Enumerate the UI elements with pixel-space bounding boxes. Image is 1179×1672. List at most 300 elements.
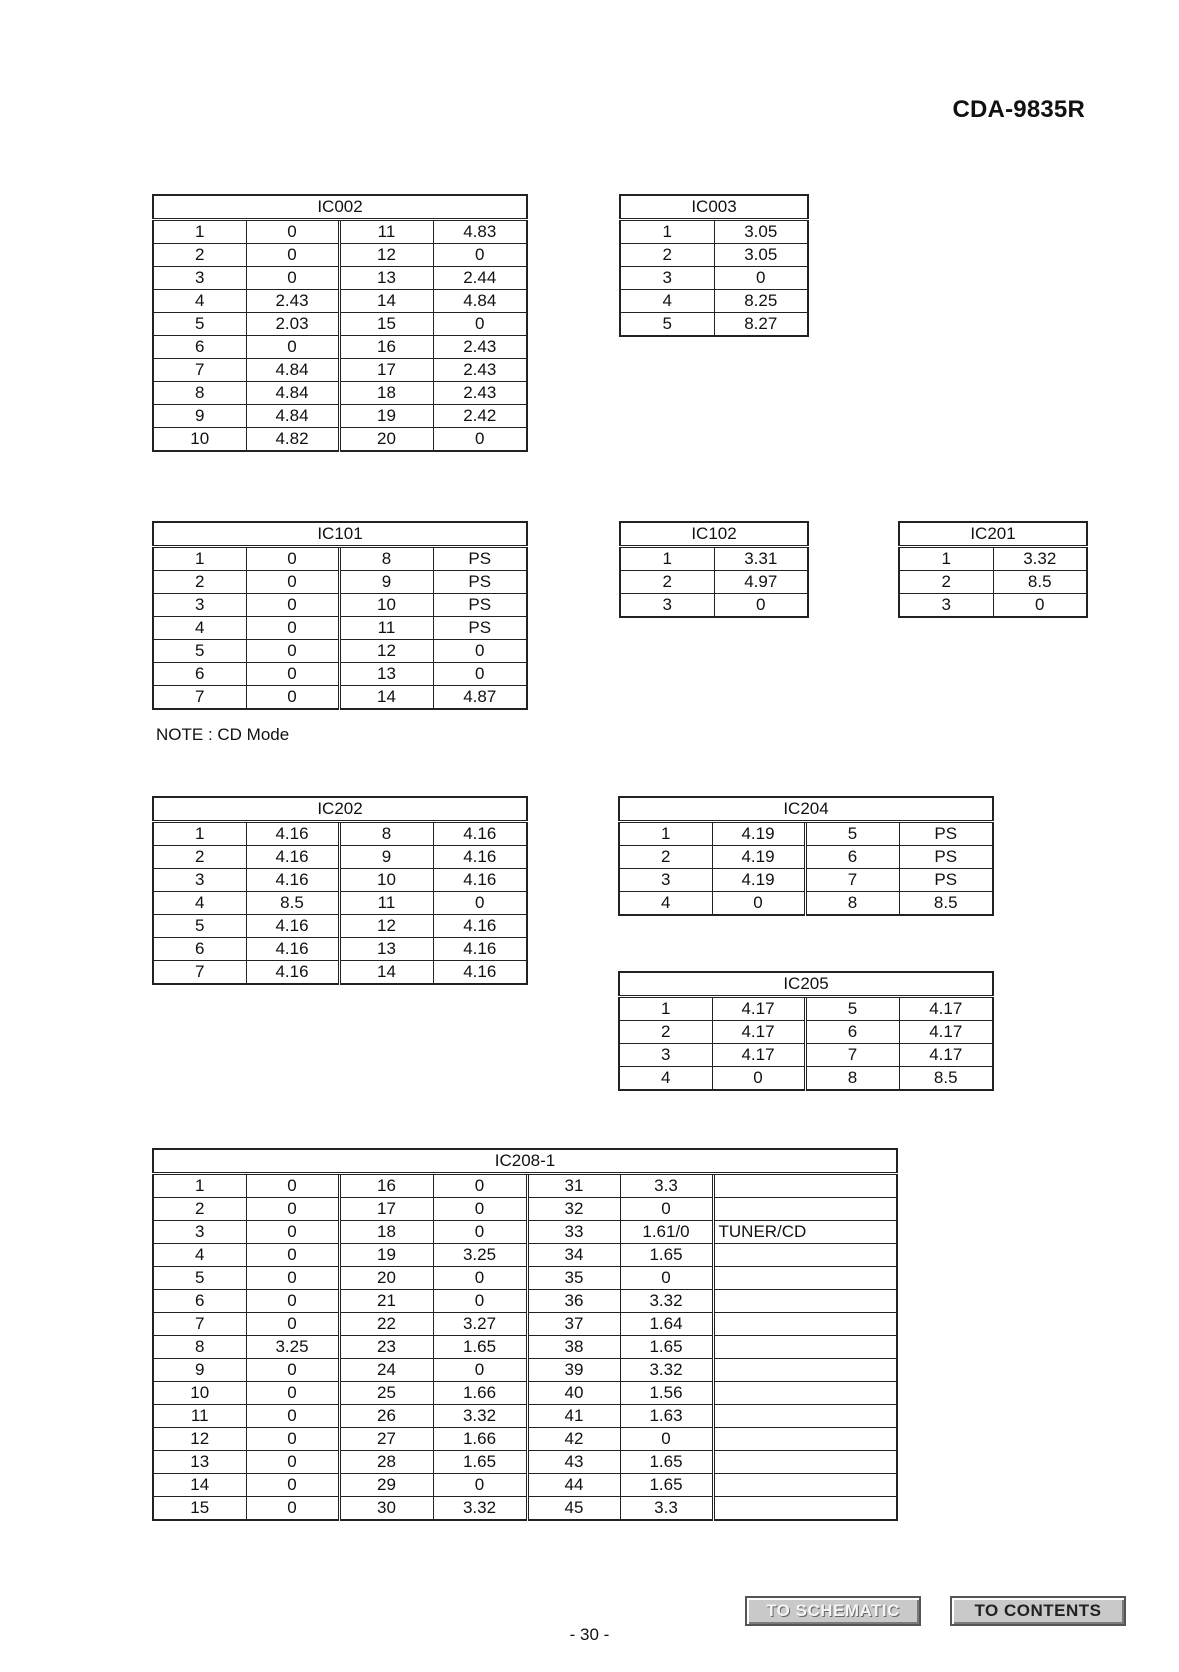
table-row [153, 220, 527, 244]
pin-number-cell: 8 [153, 1336, 246, 1359]
table-row [153, 1359, 897, 1382]
voltage-cell: 0 [246, 336, 339, 359]
pin-number-cell: 44 [527, 1474, 620, 1497]
pin-number-cell: 30 [339, 1497, 433, 1521]
pin-number-cell: 11 [339, 892, 433, 915]
pin-number-cell: 22 [339, 1313, 433, 1336]
pin-number-cell: 16 [339, 336, 433, 359]
pin-number-cell: 5 [153, 1267, 246, 1290]
pin-number-cell: 15 [153, 1497, 246, 1521]
pin-number-cell: 3 [153, 1221, 246, 1244]
pin-number-cell: 4 [620, 290, 714, 313]
voltage-cell: 1.64 [620, 1313, 713, 1336]
table-title: IC101 [153, 522, 527, 547]
voltage-cell: 1.66 [433, 1382, 527, 1405]
pin-number-cell: 17 [339, 1198, 433, 1221]
pin-number-cell: 4 [153, 290, 246, 313]
voltage-cell: 1.65 [620, 1336, 713, 1359]
ic204-table [618, 796, 994, 916]
pin-number-cell: 7 [153, 1313, 246, 1336]
voltage-cell: 0 [246, 1290, 339, 1313]
voltage-cell: 0 [620, 1428, 713, 1451]
note-cell [713, 1290, 897, 1313]
voltage-cell: 4.16 [246, 961, 339, 985]
voltage-cell: 4.16 [246, 938, 339, 961]
voltage-cell: 4.17 [712, 997, 805, 1021]
voltage-cell: 0 [246, 220, 339, 244]
note-cell [713, 1174, 897, 1198]
pin-number-cell: 15 [339, 313, 433, 336]
table-row [153, 686, 527, 710]
pin-number-cell: 3 [619, 1044, 712, 1067]
ic201-table [898, 521, 1088, 618]
note-cell [713, 1451, 897, 1474]
voltage-cell: 0 [433, 663, 527, 686]
table-row [620, 220, 808, 244]
table-row [899, 594, 1087, 618]
voltage-cell: 1.65 [433, 1451, 527, 1474]
voltage-cell: 4.16 [433, 869, 527, 892]
table-row [153, 594, 527, 617]
voltage-cell: 0 [246, 267, 339, 290]
pin-number-cell: 27 [339, 1428, 433, 1451]
pin-number-cell: 18 [339, 1221, 433, 1244]
voltage-cell: PS [899, 822, 993, 846]
pin-number-cell: 7 [153, 686, 246, 710]
pin-number-cell: 2 [153, 244, 246, 267]
pin-number-cell: 8 [805, 1067, 899, 1091]
voltage-cell: 2.43 [433, 336, 527, 359]
voltage-cell: 4.16 [246, 869, 339, 892]
voltage-cell: 4.84 [246, 382, 339, 405]
table-row [153, 571, 527, 594]
pin-number-cell: 28 [339, 1451, 433, 1474]
note-cell [713, 1267, 897, 1290]
voltage-cell: 4.16 [433, 915, 527, 938]
voltage-cell: 0 [246, 1405, 339, 1428]
note-cell [713, 1497, 897, 1521]
voltage-cell: 4.19 [712, 822, 805, 846]
pin-number-cell: 24 [339, 1359, 433, 1382]
voltage-cell: 4.17 [712, 1021, 805, 1044]
table-row [153, 1405, 897, 1428]
pin-number-cell: 9 [153, 405, 246, 428]
pin-number-cell: 10 [339, 594, 433, 617]
voltage-cell: 8.27 [714, 313, 808, 337]
table-row [153, 846, 527, 869]
voltage-cell: 0 [246, 640, 339, 663]
ic208-1-table [152, 1148, 898, 1521]
voltage-cell: 4.84 [433, 290, 527, 313]
voltage-cell: 4.17 [899, 1021, 993, 1044]
pin-number-cell: 3 [619, 869, 712, 892]
pin-number-cell: 17 [339, 359, 433, 382]
voltage-cell: 3.32 [620, 1290, 713, 1313]
table-row [153, 663, 527, 686]
pin-number-cell: 9 [339, 571, 433, 594]
pin-number-cell: 2 [619, 846, 712, 869]
voltage-cell: 1.66 [433, 1428, 527, 1451]
table-row [620, 571, 808, 594]
voltage-cell: 0 [246, 1244, 339, 1267]
voltage-cell: 0 [246, 1313, 339, 1336]
to-schematic-button[interactable]: TO SCHEMATIC [745, 1596, 921, 1626]
pin-number-cell: 12 [153, 1428, 246, 1451]
pin-number-cell: 14 [339, 290, 433, 313]
page-number: - 30 - [569, 1625, 610, 1644]
table-row [153, 382, 527, 405]
table-title: IC204 [619, 797, 993, 822]
voltage-cell: 2.43 [433, 359, 527, 382]
pin-number-cell: 4 [619, 1067, 712, 1091]
pin-number-cell: 1 [153, 1174, 246, 1198]
note-cell [713, 1313, 897, 1336]
pin-number-cell: 9 [153, 1359, 246, 1382]
voltage-cell: 0 [246, 686, 339, 710]
pin-number-cell: 5 [805, 997, 899, 1021]
pin-number-cell: 1 [153, 547, 246, 571]
table-row [153, 1313, 897, 1336]
pin-number-cell: 14 [153, 1474, 246, 1497]
pin-number-cell: 12 [339, 915, 433, 938]
pin-number-cell: 3 [153, 267, 246, 290]
pin-number-cell: 1 [619, 997, 712, 1021]
ic101-note: NOTE : CD Mode [156, 725, 290, 744]
voltage-cell: 0 [246, 547, 339, 571]
pin-number-cell: 12 [339, 244, 433, 267]
voltage-cell: PS [899, 846, 993, 869]
table-title: IC201 [899, 522, 1087, 547]
table-row [153, 313, 527, 336]
pin-number-cell: 11 [153, 1405, 246, 1428]
voltage-cell: 0 [246, 1198, 339, 1221]
pin-number-cell: 2 [153, 846, 246, 869]
pin-number-cell: 2 [620, 571, 714, 594]
pin-number-cell: 6 [153, 938, 246, 961]
table-row [153, 1382, 897, 1405]
table-row [619, 997, 993, 1021]
pin-number-cell: 11 [339, 617, 433, 640]
pin-number-cell: 19 [339, 405, 433, 428]
pin-number-cell: 4 [153, 617, 246, 640]
ic202-table [152, 796, 528, 985]
table-row [153, 1267, 897, 1290]
pin-number-cell: 2 [153, 571, 246, 594]
table-row [153, 244, 527, 267]
pin-number-cell: 10 [339, 869, 433, 892]
voltage-cell: 0 [714, 267, 808, 290]
pin-number-cell: 5 [805, 822, 899, 846]
pin-number-cell: 1 [620, 220, 714, 244]
pin-number-cell: 32 [527, 1198, 620, 1221]
voltage-cell: 3.25 [433, 1244, 527, 1267]
pin-number-cell: 5 [153, 640, 246, 663]
pin-number-cell: 10 [153, 428, 246, 452]
pin-number-cell: 7 [153, 961, 246, 985]
table-row [153, 961, 527, 985]
voltage-cell: 0 [433, 640, 527, 663]
pin-number-cell: 6 [153, 1290, 246, 1313]
table-title: IC003 [620, 195, 808, 220]
note-cell [713, 1359, 897, 1382]
pin-number-cell: 29 [339, 1474, 433, 1497]
table-row [153, 359, 527, 382]
table-row [153, 547, 527, 571]
table-row [619, 869, 993, 892]
table-title: IC202 [153, 797, 527, 822]
pin-number-cell: 8 [339, 547, 433, 571]
table-row [153, 1174, 897, 1198]
table-row [153, 1198, 897, 1221]
pin-number-cell: 38 [527, 1336, 620, 1359]
table-row [620, 267, 808, 290]
table-row [620, 244, 808, 267]
table-row [153, 405, 527, 428]
pin-number-cell: 25 [339, 1382, 433, 1405]
voltage-cell: 4.17 [712, 1044, 805, 1067]
pin-number-cell: 1 [153, 220, 246, 244]
note-cell [713, 1244, 897, 1267]
voltage-cell: 3.32 [433, 1405, 527, 1428]
voltage-cell: 8.5 [899, 892, 993, 916]
ic102-table [619, 521, 809, 618]
voltage-cell: 3.32 [433, 1497, 527, 1521]
voltage-cell: 3.31 [714, 547, 808, 571]
voltage-cell: 0 [246, 1359, 339, 1382]
pin-number-cell: 3 [620, 594, 714, 618]
voltage-cell: 3.32 [993, 547, 1087, 571]
table-row [899, 571, 1087, 594]
pin-number-cell: 13 [339, 938, 433, 961]
table-row [619, 892, 993, 916]
voltage-cell: 2.42 [433, 405, 527, 428]
note-cell [713, 1198, 897, 1221]
voltage-cell: 4.83 [433, 220, 527, 244]
table-title: IC002 [153, 195, 527, 220]
voltage-cell: 8.5 [246, 892, 339, 915]
table-row [153, 1474, 897, 1497]
voltage-cell: 1.65 [620, 1474, 713, 1497]
pin-number-cell: 2 [153, 1198, 246, 1221]
pin-number-cell: 10 [153, 1382, 246, 1405]
table-row [620, 313, 808, 337]
voltage-cell: PS [899, 869, 993, 892]
voltage-cell: 4.16 [246, 915, 339, 938]
voltage-cell: 1.56 [620, 1382, 713, 1405]
pin-number-cell: 3 [153, 869, 246, 892]
pin-number-cell: 12 [339, 640, 433, 663]
voltage-cell: 1.63 [620, 1405, 713, 1428]
pin-number-cell: 6 [805, 1021, 899, 1044]
table-row [620, 547, 808, 571]
table-row [153, 1221, 897, 1244]
voltage-cell: 0 [433, 1359, 527, 1382]
ic003-table [619, 194, 809, 337]
pin-number-cell: 20 [339, 428, 433, 452]
pin-number-cell: 16 [339, 1174, 433, 1198]
pin-number-cell: 37 [527, 1313, 620, 1336]
pin-number-cell: 2 [619, 1021, 712, 1044]
pin-number-cell: 6 [153, 336, 246, 359]
table-row [153, 892, 527, 915]
pin-number-cell: 3 [620, 267, 714, 290]
pin-number-cell: 26 [339, 1405, 433, 1428]
table-row [899, 547, 1087, 571]
table-row [153, 915, 527, 938]
voltage-cell: 0 [246, 1474, 339, 1497]
voltage-cell: 0 [433, 1290, 527, 1313]
pin-number-cell: 4 [619, 892, 712, 916]
pin-number-cell: 36 [527, 1290, 620, 1313]
table-row [153, 428, 527, 452]
voltage-cell: 4.16 [433, 822, 527, 846]
voltage-cell: 2.43 [433, 382, 527, 405]
to-contents-button[interactable]: TO CONTENTS [950, 1596, 1126, 1626]
pin-number-cell: 13 [153, 1451, 246, 1474]
voltage-cell: 0 [433, 892, 527, 915]
ic002-table [152, 194, 528, 452]
voltage-cell: 4.97 [714, 571, 808, 594]
voltage-cell: 1.65 [620, 1244, 713, 1267]
ic205-table [618, 971, 994, 1091]
voltage-cell: 0 [246, 663, 339, 686]
voltage-cell: 1.65 [433, 1336, 527, 1359]
pin-number-cell: 8 [805, 892, 899, 916]
table-row [153, 267, 527, 290]
table-row [153, 869, 527, 892]
table-title: IC102 [620, 522, 808, 547]
voltage-cell: 0 [433, 244, 527, 267]
voltage-cell: 4.87 [433, 686, 527, 710]
pin-number-cell: 34 [527, 1244, 620, 1267]
pin-number-cell: 31 [527, 1174, 620, 1198]
pin-number-cell: 5 [153, 915, 246, 938]
pin-number-cell: 33 [527, 1221, 620, 1244]
voltage-cell: 1.61/0 [620, 1221, 713, 1244]
pin-number-cell: 4 [153, 892, 246, 915]
pin-number-cell: 5 [620, 313, 714, 337]
voltage-cell: 0 [433, 1221, 527, 1244]
table-row [153, 640, 527, 663]
table-row [153, 1290, 897, 1313]
voltage-cell: PS [433, 594, 527, 617]
pin-number-cell: 1 [620, 547, 714, 571]
voltage-cell: 0 [433, 1174, 527, 1198]
pin-number-cell: 20 [339, 1267, 433, 1290]
voltage-cell: 4.17 [899, 997, 993, 1021]
voltage-cell: 0 [246, 594, 339, 617]
pin-number-cell: 6 [805, 846, 899, 869]
pin-number-cell: 42 [527, 1428, 620, 1451]
pin-number-cell: 2 [899, 571, 993, 594]
table-row [153, 617, 527, 640]
table-row [153, 938, 527, 961]
table-row [153, 1451, 897, 1474]
table-row [153, 1497, 897, 1521]
voltage-cell: 0 [993, 594, 1087, 618]
ic101-table [152, 521, 528, 710]
pin-number-cell: 40 [527, 1382, 620, 1405]
voltage-cell: PS [433, 617, 527, 640]
voltage-cell: 0 [246, 1382, 339, 1405]
table-row [153, 1244, 897, 1267]
table-row [620, 594, 808, 618]
pin-number-cell: 21 [339, 1290, 433, 1313]
voltage-cell: 0 [246, 1497, 339, 1521]
note-cell: TUNER/CD [713, 1221, 897, 1244]
pin-number-cell: 2 [620, 244, 714, 267]
voltage-cell: 3.27 [433, 1313, 527, 1336]
voltage-cell: 0 [620, 1198, 713, 1221]
voltage-cell: 4.19 [712, 846, 805, 869]
pin-number-cell: 23 [339, 1336, 433, 1359]
voltage-cell: 3.32 [620, 1359, 713, 1382]
voltage-cell: 4.16 [433, 846, 527, 869]
voltage-cell: 0 [246, 571, 339, 594]
pin-number-cell: 8 [339, 822, 433, 846]
note-cell [713, 1382, 897, 1405]
voltage-cell: 3.05 [714, 244, 808, 267]
voltage-cell: 0 [246, 617, 339, 640]
voltage-cell: PS [433, 571, 527, 594]
voltage-cell: 2.43 [246, 290, 339, 313]
voltage-cell: 0 [712, 892, 805, 916]
table-row [619, 1021, 993, 1044]
table-row [619, 822, 993, 846]
voltage-cell: 1.65 [620, 1451, 713, 1474]
voltage-cell: 4.84 [246, 405, 339, 428]
voltage-cell: 0 [433, 428, 527, 452]
voltage-cell: 3.3 [620, 1497, 713, 1521]
voltage-cell: 0 [433, 1198, 527, 1221]
voltage-cell: 0 [433, 1474, 527, 1497]
voltage-cell: 2.03 [246, 313, 339, 336]
pin-number-cell: 39 [527, 1359, 620, 1382]
voltage-cell: 0 [246, 1174, 339, 1198]
pin-number-cell: 6 [153, 663, 246, 686]
voltage-cell: 0 [246, 1428, 339, 1451]
voltage-cell: 4.19 [712, 869, 805, 892]
voltage-cell: 0 [246, 244, 339, 267]
voltage-cell: 0 [433, 313, 527, 336]
table-row [153, 290, 527, 313]
voltage-cell: 3.25 [246, 1336, 339, 1359]
pin-number-cell: 13 [339, 267, 433, 290]
voltage-cell: 4.16 [246, 846, 339, 869]
note-cell [713, 1474, 897, 1497]
table-row [619, 846, 993, 869]
voltage-cell: 0 [246, 1451, 339, 1474]
note-cell [713, 1428, 897, 1451]
table-row [153, 1336, 897, 1359]
model-number: CDA-9835R [952, 96, 1085, 123]
voltage-cell: 4.16 [433, 938, 527, 961]
pin-number-cell: 8 [153, 382, 246, 405]
table-row [620, 290, 808, 313]
voltage-cell: 4.17 [899, 1044, 993, 1067]
table-title: IC208-1 [153, 1149, 897, 1174]
voltage-cell: 0 [620, 1267, 713, 1290]
note-cell [713, 1405, 897, 1428]
pin-number-cell: 1 [899, 547, 993, 571]
note-cell [713, 1336, 897, 1359]
pin-number-cell: 13 [339, 663, 433, 686]
pin-number-cell: 18 [339, 382, 433, 405]
table-title: IC205 [619, 972, 993, 997]
table-row [619, 1067, 993, 1091]
voltage-cell: 8.5 [993, 571, 1087, 594]
pin-number-cell: 41 [527, 1405, 620, 1428]
